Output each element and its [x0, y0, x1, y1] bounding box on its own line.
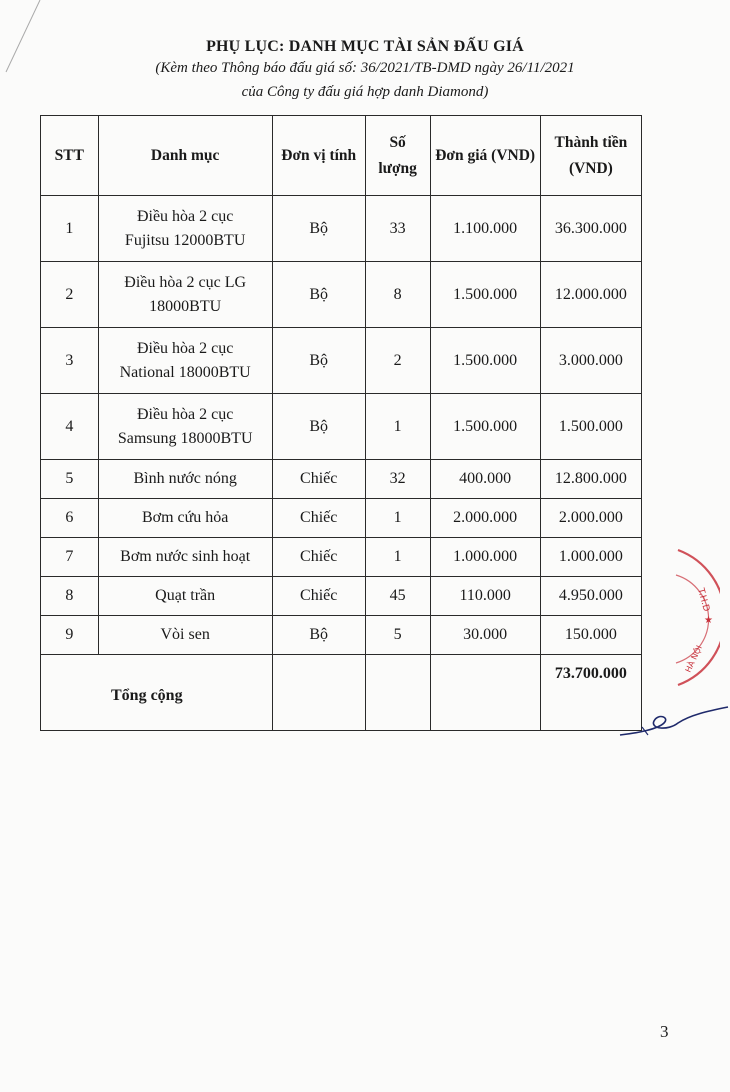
cell-name: Điều hòa 2 cục Samsung 18000BTU: [98, 394, 272, 460]
table-row: [41, 577, 642, 616]
header-name: Danh mục: [98, 116, 272, 196]
cell-total: 1.000.000: [540, 538, 641, 577]
header-price: Đơn giá (VND): [430, 116, 540, 196]
table-row: [41, 394, 642, 460]
cell-total: 2.000.000: [540, 499, 641, 538]
header-unit: Đơn vị tính: [272, 116, 365, 196]
cell-name: Bơm nước sinh hoạt: [98, 538, 272, 577]
cell-qty: 5: [365, 616, 430, 655]
cell-stt: 9: [41, 616, 99, 655]
svg-text:★: ★: [704, 615, 713, 626]
signature-mark: [618, 705, 730, 745]
cell-name: Điều hòa 2 cục Fujitsu 12000BTU: [98, 196, 272, 262]
header-qty: Số lượng: [365, 116, 430, 196]
cell-price: 1.500.000: [430, 262, 540, 328]
cell-total: 1.500.000: [540, 394, 641, 460]
table-header-row: [41, 116, 642, 196]
cell-price: 110.000: [430, 577, 540, 616]
company-stamp: [640, 545, 720, 695]
cell-unit: Chiếc: [272, 460, 365, 499]
cell-qty: 1: [365, 538, 430, 577]
cell-unit: Chiếc: [272, 499, 365, 538]
cell-total: 12.000.000: [540, 262, 641, 328]
cell-name: Quạt trần: [98, 577, 272, 616]
cell-empty: [272, 655, 365, 731]
page-title: PHỤ LỤC: DANH MỤC TÀI SẢN ĐẤU GIÁ: [206, 38, 524, 55]
cell-unit: Bộ: [272, 394, 365, 460]
cell-price: 1.100.000: [430, 196, 540, 262]
cell-qty: 32: [365, 460, 430, 499]
table-row: [41, 460, 642, 499]
subtitle-line-1: (Kèm theo Thông báo đấu giá số: 36/2021/TB-DMD ngày 26/11/2021: [155, 60, 575, 76]
subtitle-line-2: của Công ty đấu giá hợp danh Diamond): [241, 84, 489, 100]
cell-price: 400.000: [430, 460, 540, 499]
cell-name: Điều hòa 2 cục LG 18000BTU: [98, 262, 272, 328]
cell-name: Bình nước nóng: [98, 460, 272, 499]
cell-empty: [365, 655, 430, 731]
cell-total: 36.300.000: [540, 196, 641, 262]
cell-price: 30.000: [430, 616, 540, 655]
stamp-ring: [678, 550, 720, 685]
cell-qty: 1: [365, 499, 430, 538]
header-stt: STT: [41, 116, 99, 196]
svg-text:T.H.D: T.H.D: [695, 587, 711, 613]
table-row: [41, 196, 642, 262]
cell-qty: 8: [365, 262, 430, 328]
cell-unit: Bộ: [272, 328, 365, 394]
cell-total: 4.950.000: [540, 577, 641, 616]
cell-price: 2.000.000: [430, 499, 540, 538]
total-value: 73.700.000: [540, 655, 641, 731]
svg-text:HÀ NỘI: HÀ NỘI: [683, 644, 704, 674]
table-row: [41, 616, 642, 655]
table-row: [41, 538, 642, 577]
total-label: Tổng cộng: [41, 655, 273, 731]
cell-price: 1.500.000: [430, 394, 540, 460]
cell-unit: Bộ: [272, 196, 365, 262]
cell-stt: 5: [41, 460, 99, 499]
page-number: 3: [660, 1022, 669, 1041]
cell-qty: 2: [365, 328, 430, 394]
cell-stt: 8: [41, 577, 99, 616]
header-total: Thành tiền (VND): [540, 116, 641, 196]
cell-total: 3.000.000: [540, 328, 641, 394]
cell-qty: 1: [365, 394, 430, 460]
table-row: [41, 262, 642, 328]
cell-name: Bơm cứu hỏa: [98, 499, 272, 538]
cell-empty: [430, 655, 540, 731]
cell-qty: 45: [365, 577, 430, 616]
cell-stt: 3: [41, 328, 99, 394]
cell-stt: 6: [41, 499, 99, 538]
cell-name: Vòi sen: [98, 616, 272, 655]
asset-table: [40, 115, 642, 731]
cell-price: 1.000.000: [430, 538, 540, 577]
cell-unit: Chiếc: [272, 538, 365, 577]
cell-unit: Bộ: [272, 262, 365, 328]
cell-stt: 7: [41, 538, 99, 577]
cell-stt: 2: [41, 262, 99, 328]
cell-stt: 1: [41, 196, 99, 262]
cell-qty: 33: [365, 196, 430, 262]
cell-total: 150.000: [540, 616, 641, 655]
cell-price: 1.500.000: [430, 328, 540, 394]
cell-name: Điều hòa 2 cục National 18000BTU: [98, 328, 272, 394]
cell-unit: Chiếc: [272, 577, 365, 616]
table-row: [41, 499, 642, 538]
cell-stt: 4: [41, 394, 99, 460]
table-total-row: [41, 655, 642, 731]
cell-unit: Bộ: [272, 616, 365, 655]
table-row: [41, 328, 642, 394]
cell-total: 12.800.000: [540, 460, 641, 499]
